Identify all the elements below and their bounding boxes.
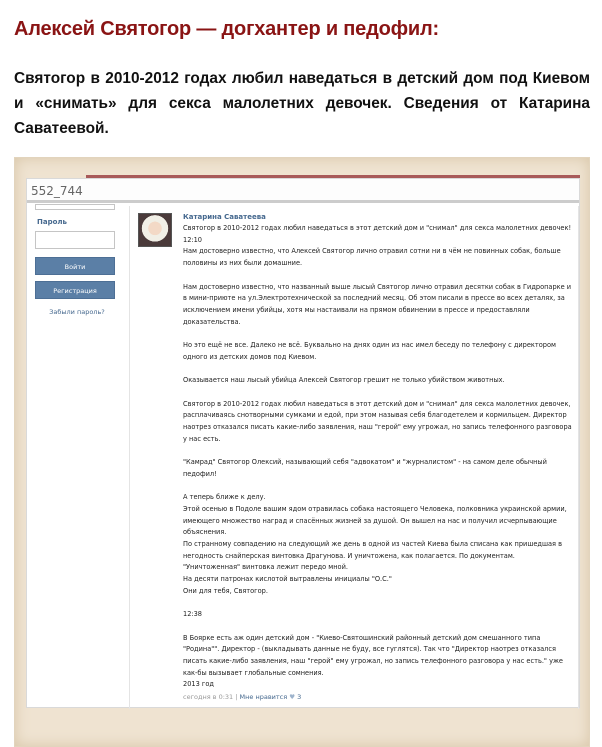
email-field[interactable]	[35, 204, 115, 210]
post-body	[183, 223, 573, 704]
embedded-vk-screenshot	[26, 178, 580, 708]
login-sidebar	[27, 206, 127, 709]
post-paragraph: Святогор в 2010-2012 годах любил наведаться в этот детский дом и "снимал" для секса малолетних девочек, расплачиваясь снотворными сумками и едой, при этом называя себя благодетелем и кормильцем. Директор наотрез отказался писать какие-либо заявления, наш "герой" ему угрожал, но запись телефонного разговора у нас есть.	[183, 399, 572, 443]
post-paragraph: Но это ещё не все. Далеко не всё. Буквально на днях один из нас имел беседу по телефону с директором одного из детских домов под Киевом.	[183, 341, 556, 361]
password-label: Пароль	[37, 218, 67, 226]
forgot-password-link[interactable]: Забыли пароль?	[49, 308, 105, 316]
register-button[interactable]: Регистрация	[35, 281, 115, 299]
post-timestamp-link[interactable]: сегодня в 0:31	[183, 693, 234, 702]
post-paragraph: 12:38	[183, 610, 203, 619]
post-paragraph: Оказывается наш лысый убийца Алексей Святогор грешит не только убийством животных.	[183, 376, 505, 385]
password-field[interactable]	[35, 231, 115, 249]
post-paragraph: В Боярке есть аж один детский дом - "Киево-Святошинский районный детский дом смешанного типа "Родина"". Директор - (выкладывать данные не буду, все гуглятся). Так что "Директор наотрез отказался писать какие-либо заявления, наш "герой" ему угрожал, но запись телефонного разговора у нас есть." уже как-бы вызывает глобальные сомнения. 2013 год	[183, 633, 563, 689]
article-lead-paragraph: Святогор в 2010-2012 годах любил наведаться в детский дом под Киевом и «снимать» для секса малолетних девочек. Сведения от Катарина Саватеевой.	[14, 70, 590, 137]
like-button[interactable]: Мне нравится	[239, 693, 288, 702]
like-count: 3	[297, 693, 302, 702]
post-paragraph: "Камрад" Святогор Олексий, называющий себя "адвокатом" и "журналистом" - на самом деле обычный педофил!	[183, 458, 547, 478]
post-paragraph: А теперь ближе к делу. Этой осенью в Подоле вашим ядом отравилась собака настоящего Человека, полковника украинской армии, имеющего множество наград и спасённых жизней за душой. Он вышел на нас и получил исчерпывающие объяснения. По странному совпадению на следующий же день в одной из частей Киева была списана как пришедшая в негодность снайперская винтовка Драгунова. И уничтожена, как полагается. По документам. "Уничтоженная" винтовка лежит передо мной. На десяти патронах кислотой вытравлены инициалы "О.С." Они для тебя, Святогор.	[183, 493, 567, 595]
wall-post	[129, 206, 579, 709]
footer-separator: |	[235, 693, 238, 702]
url-bar: 552_744	[27, 179, 579, 203]
post-paragraph: Святогор в 2010-2012 годах любил наведаться в этот детский дом и "снимал" для секса малолетних девочек! 12:10 Нам достоверно известно, что Алексей Святогор лично отравил сотни ни в чём не повинных собак, больше половины из них были домашние.	[183, 224, 572, 268]
login-button[interactable]: Войти	[35, 257, 115, 275]
post-footer	[183, 692, 573, 704]
heart-icon[interactable]: ♥	[289, 693, 296, 702]
post-author-link[interactable]: Катарина Саватеева	[183, 213, 266, 221]
article-heading: Алексей Святогор — догхантер и педофил:	[14, 18, 439, 40]
avatar[interactable]	[138, 213, 172, 247]
post-paragraph: Нам достоверно известно, что названный выше лысый Святогор лично отравил десятки собак в Гидропарке и в мини-приюте на ул.Электротехнической за последний месяц. Об этом писали в прессе во всех деталях, за исключением имени убийцы, хотя мы настаивали на прямом обвинении в прессе и предоставляли доказательства.	[183, 282, 572, 326]
